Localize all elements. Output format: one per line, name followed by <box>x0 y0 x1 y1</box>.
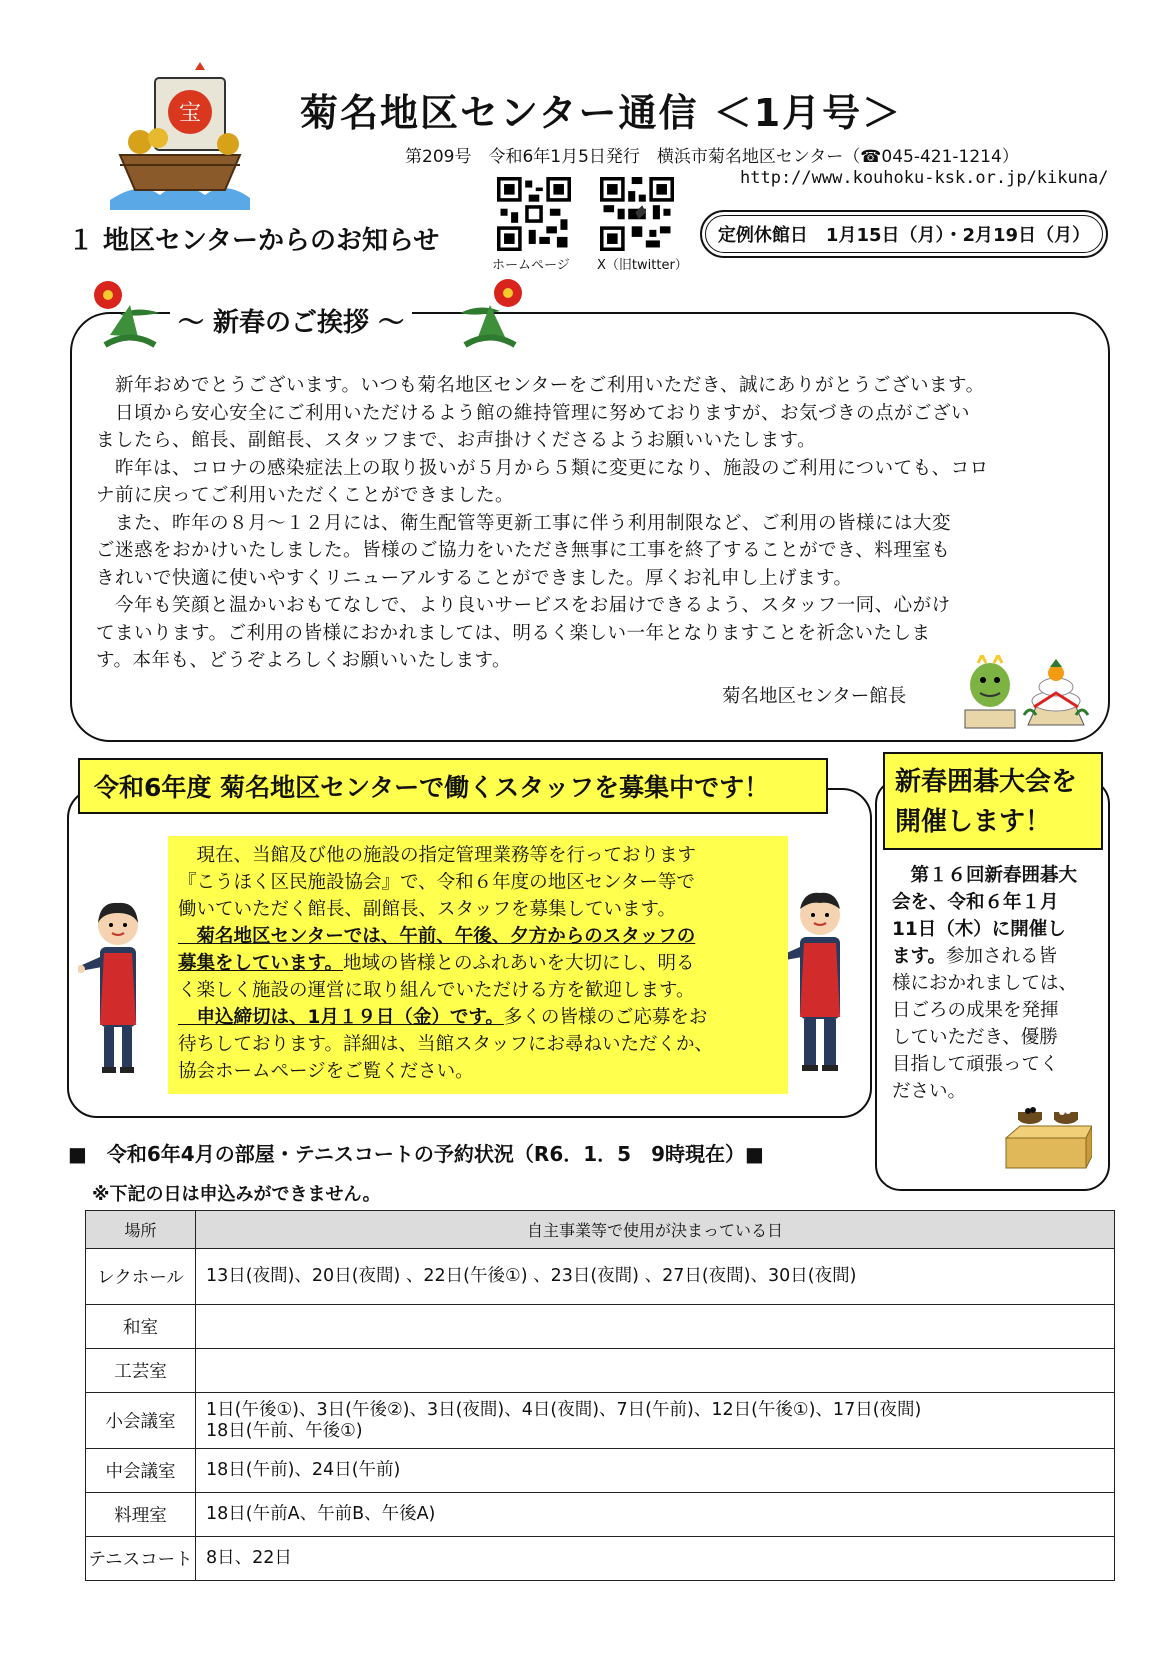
staff-line: 協会ホームページをご覧ください。 <box>178 1061 474 1082</box>
table-header-row <box>86 1211 1115 1249</box>
room-name: レクホール <box>86 1249 196 1305</box>
igo-heading-line: 新春囲碁大会を <box>895 767 1078 797</box>
igo-tournament-heading <box>883 752 1103 850</box>
greeting-line: きれいで快適に使いやすくリニューアルすることができました。厚くお礼申し上げます。 <box>96 567 853 589</box>
staff-line: 多くの皆様のご応募をお <box>503 1007 708 1028</box>
greeting-line: ナ前に戻ってご利用いただくことができました。 <box>96 485 515 506</box>
room-name: テニスコート <box>86 1537 196 1581</box>
table-row <box>86 1493 1115 1537</box>
staff-deadline: 申込締切は、1月１９日（金）です。 <box>178 1007 504 1028</box>
staff-woman-illustration <box>78 895 158 1075</box>
igo-line: 参加される皆 <box>946 946 1058 967</box>
booked-days-line: 18日(午前、午後①) <box>206 1420 363 1441</box>
greeting-line: また、昨年の８月～１２月には、衛生配管等更新工事に伴う利用制限など、ご利用の皆様には大変 <box>96 512 952 534</box>
staff-highlight: 募集をしています。 <box>178 953 344 974</box>
qr-code-x[interactable] <box>600 177 674 251</box>
table-row <box>86 1249 1115 1305</box>
greeting-body <box>96 372 1092 675</box>
staff-recruit-heading-text: 令和6年度 菊名地区センターで働くスタッフを募集中です！ <box>94 773 770 802</box>
igo-line: 様におかれましては、 <box>892 973 1078 994</box>
staff-line: 地域の皆様とのふれあいを大切にし、明る <box>343 953 695 974</box>
greeting-signature: 菊名地区センター館長 <box>722 686 907 707</box>
kagami-mochi-illustration <box>1020 655 1092 730</box>
igo-heading-line: 開催します！ <box>895 807 1052 837</box>
section-title: １ 地区センターからのお知らせ <box>68 226 440 256</box>
igo-tournament-body <box>892 862 1102 1105</box>
issue-info: 第209号 令和6年1月5日発行 横浜市菊名地区センター（☎045-421-1214） <box>405 147 1019 167</box>
booked-days: 18日(午前)、24日(午前) <box>196 1449 1115 1493</box>
greeting-line: 昨年は、コロナの感染症法上の取り扱いが５月から５類に変更になり、施設のご利用についても、コロ <box>96 457 989 479</box>
greeting-line: ましたら、館長、副館長、スタッフまで、お声掛けくださるようお願いいたします。 <box>96 430 817 451</box>
plum-pine-decoration-right <box>450 275 530 355</box>
greeting-line: 新年おめでとうございます。いつも菊名地区センターをご利用いただき、誠にありがとうございます。 <box>96 375 985 396</box>
booked-days-line: 1日(午後①)、3日(午後②)、3日(夜間)、4日(夜間)、7日(午前)、12日(午後①)、17日(夜間) <box>206 1399 922 1420</box>
staff-man-illustration <box>780 885 860 1075</box>
room-name: 小会議室 <box>86 1393 196 1449</box>
greeting-title: ～ 新春のご挨拶 ～ <box>170 302 412 339</box>
greeting-line: 今年も笑顔と温かいおもてなしで、より良いサービスをお届けできるよう、スタッフ一同、心がけ <box>96 595 951 616</box>
staff-line: 『こうほく区民施設協会』で、令和６年度の地区センター等で <box>178 872 695 893</box>
plum-pine-decoration-left <box>90 275 170 355</box>
qr-code-homepage[interactable] <box>497 177 571 251</box>
staff-line: 働いていただく館長、副館長、スタッフを募集しています。 <box>178 899 677 920</box>
booked-days: 8日、22日 <box>196 1537 1115 1581</box>
booked-days <box>196 1249 1115 1305</box>
igo-line: 11日（木）に開催し <box>892 919 1066 940</box>
qr-home-label: ホームページ <box>492 258 570 273</box>
table-row <box>86 1537 1115 1581</box>
booked-days <box>196 1393 1115 1449</box>
igo-line: 第１６回新春囲碁大 <box>892 865 1078 886</box>
staff-recruit-body <box>168 836 788 1094</box>
booked-days <box>196 1305 1115 1349</box>
reservation-note: ※下記の日は申込みができません。 <box>92 1184 381 1205</box>
igo-line: 目指して頑張ってく <box>892 1054 1059 1075</box>
col-header-days: 自主事業等で使用が決まっている日 <box>196 1211 1115 1249</box>
staff-line: く楽しく施設の運営に取り組んでいただける方を歓迎します。 <box>178 980 695 1001</box>
table-row <box>86 1393 1115 1449</box>
reservation-title: ■ 令和6年4月の部屋・テニスコートの予約状況（R6．1．5 9時現在）■ <box>68 1142 764 1166</box>
staff-recruit-heading <box>78 758 828 814</box>
room-name: 中会議室 <box>86 1449 196 1493</box>
greeting-line: 日頃から安心安全にご利用いただけるよう館の維持管理に努めておりますが、お気づきの点がござい <box>96 402 971 424</box>
website-link[interactable]: http://www.kouhoku-ksk.or.jp/kikuna/ <box>740 168 1109 188</box>
greeting-line: す。本年も、どうぞよろしくお願いいたします。 <box>96 650 512 671</box>
qr-x-label: X（旧twitter） <box>597 258 688 273</box>
igo-line: 日ごろの成果を発揮 <box>892 1000 1059 1021</box>
booked-days: 18日(午前A、午前B、午後A) <box>196 1493 1115 1537</box>
room-name: 工芸室 <box>86 1349 196 1393</box>
staff-line: 現在、当館及び他の施設の指定管理業務等を行っております <box>178 845 697 866</box>
igo-line: ださい。 <box>892 1081 967 1102</box>
table-row <box>86 1449 1115 1493</box>
table-row <box>86 1305 1115 1349</box>
room-name: 和室 <box>86 1305 196 1349</box>
go-board-illustration <box>1000 1098 1092 1176</box>
table-row <box>86 1349 1115 1393</box>
greeting-line: ご迷惑をおかけいたしました。皆様のご協力をいただき無事に工事を終了することができ、料理室も <box>96 540 951 561</box>
col-header-place: 場所 <box>86 1211 196 1249</box>
treasure-ship-illustration <box>100 60 260 210</box>
newsletter-title: 菊名地区センター通信 ＜1月号＞ <box>300 91 903 135</box>
booked-days-line: 13日(夜間)、20日(夜間) 、22日(午後①) 、23日(夜間) 、27日(夜間)、30日(夜間) <box>206 1266 857 1286</box>
closed-days-text: 定例休館日 1月15日（月）・2月19日（月） <box>717 225 1091 246</box>
booked-days <box>196 1349 1115 1393</box>
reservation-table <box>85 1210 1115 1581</box>
room-name: 料理室 <box>86 1493 196 1537</box>
staff-highlight: 菊名地区センターでは、午前、午後、夕方からのスタッフの <box>178 926 696 947</box>
staff-line: 待ちしております。詳細は、当館スタッフにお尋ねいただくか、 <box>178 1034 714 1055</box>
dragon-illustration <box>960 655 1020 730</box>
svg-text:宝: 宝 <box>178 101 202 126</box>
igo-line: していただき、優勝 <box>892 1027 1058 1048</box>
closed-days-badge <box>700 210 1108 258</box>
igo-line: ます。 <box>892 946 947 967</box>
greeting-line: てまいります。ご利用の皆様におかれましては、明るく楽しい一年となりますことを祈念いたしま <box>96 622 931 644</box>
igo-line: 会を、令和６年１月 <box>892 892 1059 913</box>
